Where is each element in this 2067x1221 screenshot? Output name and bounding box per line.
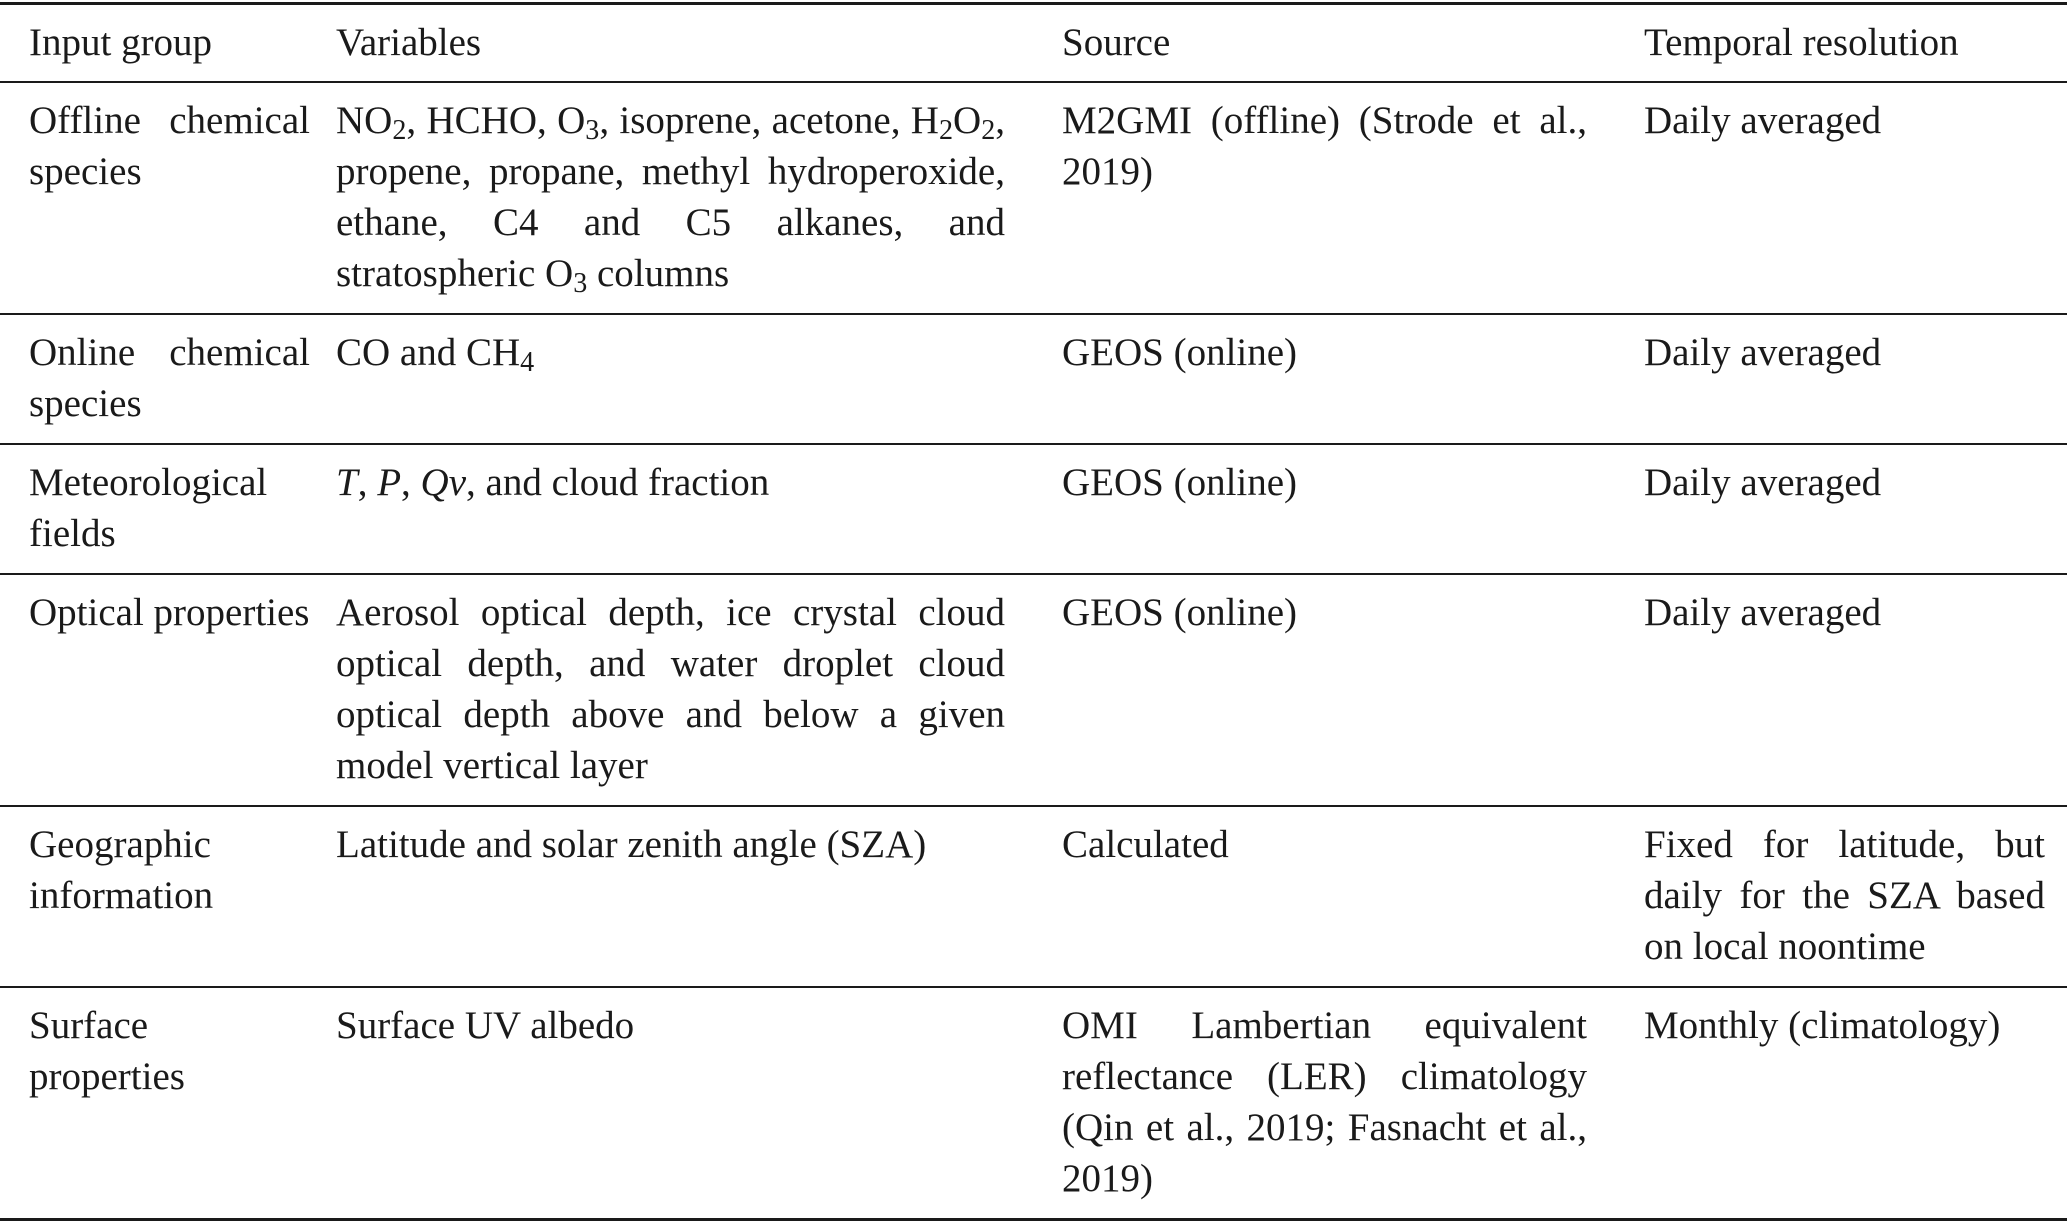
- cell-input-group: Geographic information: [0, 806, 320, 987]
- cell-source: Calculated: [1033, 806, 1615, 987]
- header-variables: Variables: [320, 4, 1033, 83]
- table-header: [0, 4, 2067, 83]
- cell-variables: Aerosol optical depth, ice crystal cloud optical depth, and water droplet cloud optical depth above and below a given model vertical layer: [320, 574, 1033, 806]
- table-row: [0, 806, 2067, 987]
- cell-variables: $NO_2$, HCHO, $O_3$, isoprene, acetone, $H_2O_2$, propene, propane, methyl hydroperoxide, ethane, C4 and C5 alkanes, and stratospheric $O_3$ columns: [320, 82, 1033, 314]
- cell-variables: Surface UV albedo: [320, 987, 1033, 1220]
- cell-variables: T, P, Qv, and cloud fraction: [320, 444, 1033, 574]
- cell-input-group: Online chemical species: [0, 314, 320, 444]
- cell-temporal-resolution: Fixed for latitude, but daily for the SZA based on local noontime: [1615, 806, 2067, 987]
- cell-variables: CO and $CH_4$: [320, 314, 1033, 444]
- cell-variables: Latitude and solar zenith angle (SZA): [320, 806, 1033, 987]
- cell-temporal-resolution: Daily averaged: [1615, 574, 2067, 806]
- table-row: [0, 82, 2067, 314]
- cell-source: OMI Lambertian equivalent reflectance (LER) climatology (Qin et al., 2019; Fasnacht et al., 2019): [1033, 987, 1615, 1220]
- cell-temporal-resolution: Daily averaged: [1615, 82, 2067, 314]
- table-row: [0, 987, 2067, 1220]
- table-body: [0, 82, 2067, 1220]
- cell-input-group: Meteorological fields: [0, 444, 320, 574]
- cell-source: M2GMI (offline) (Strode et al., 2019): [1033, 82, 1615, 314]
- table-row: [0, 314, 2067, 444]
- header-temporal-resolution: Temporal resolution: [1615, 4, 2067, 83]
- cell-source: GEOS (online): [1033, 444, 1615, 574]
- table-row: [0, 444, 2067, 574]
- header-row: [0, 4, 2067, 83]
- header-input-group: Input group: [0, 4, 320, 83]
- table-row: [0, 574, 2067, 806]
- cell-input-group: Offline chemical species: [0, 82, 320, 314]
- cell-input-group: Surface properties: [0, 987, 320, 1220]
- cell-input-group: Optical properties: [0, 574, 320, 806]
- cell-source: GEOS (online): [1033, 574, 1615, 806]
- cell-temporal-resolution: Daily averaged: [1615, 314, 2067, 444]
- cell-temporal-resolution: Daily averaged: [1615, 444, 2067, 574]
- cell-temporal-resolution: Monthly (climatology): [1615, 987, 2067, 1220]
- input-variables-table: [0, 2, 2067, 1221]
- cell-source: GEOS (online): [1033, 314, 1615, 444]
- header-source: Source: [1033, 4, 1615, 83]
